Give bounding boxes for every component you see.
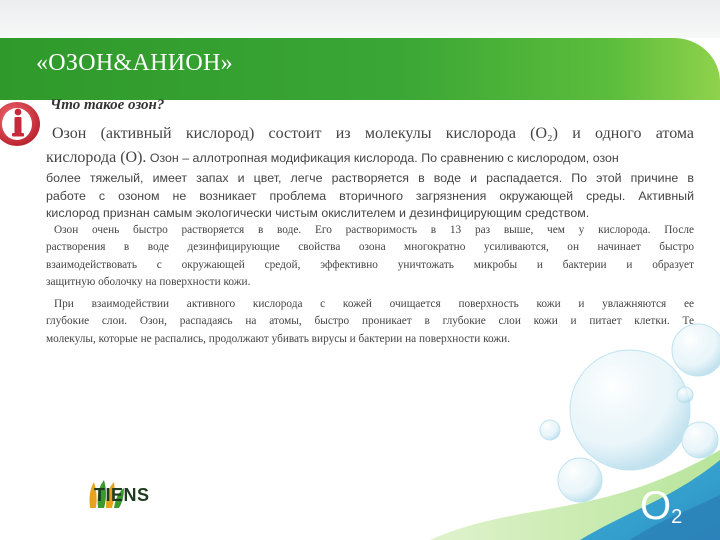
- slide-title: «ОЗОН&АНИОН»: [36, 50, 233, 76]
- paragraph-1-fragment: кислорода (O).: [46, 149, 147, 166]
- paragraph-3-line: молекулы, которые не распались, продолжают убивать вирусы и бактерии на поверхности кожи.: [46, 332, 511, 345]
- paragraph-1-line: Озон (активный кислород) состоит из молекулы кислорода (O₂) и одного атома: [52, 125, 694, 142]
- logo-text: TIENS: [94, 485, 150, 505]
- paragraph-2: [46, 222, 694, 292]
- paragraph-1-line: [46, 146, 694, 170]
- top-strip: [0, 0, 720, 38]
- paragraph-2-line: Озон очень быстро растворяется в воде. Его растворимость в 13 раз выше, чем у кислорода. После: [54, 224, 694, 236]
- paragraph-1: [46, 122, 694, 223]
- o2-main: O: [640, 484, 672, 528]
- section-heading: Что такое озон?: [50, 97, 165, 113]
- o2-subscript: 2: [671, 506, 683, 528]
- paragraph-1-line: более тяжелый, имеет запах и цвет, легче растворяется в воде и распадается. По этой причине в: [46, 171, 694, 185]
- paragraph-1-line: кислород признан самым экологически чистым окислителем и дезинфицирующим средством.: [46, 206, 590, 220]
- paragraph-3-line: При взаимодействии активного кислорода с кожей очищается поверхность кожи и увлажняются ее: [54, 298, 694, 310]
- paragraph-1-fragment: Озон – аллотропная модификация кислорода. По сравнению с кислородом, озон: [146, 151, 619, 165]
- paragraph-1-line: работе с озоном не возникает проблема вторичного загрязнения окружающей среды. Активный: [46, 188, 694, 203]
- paragraph-2-line: защитную оболочку на поверхности кожи.: [46, 276, 251, 289]
- info-icon: [0, 98, 40, 148]
- paragraph-3: [46, 296, 694, 348]
- o2-label: [640, 486, 682, 527]
- paragraph-2-line: взаимодействовать с окружающей средой, эффективно уничтожать микробы и бактерии и образует: [46, 258, 694, 271]
- paragraph-2-line: растворения в воде дезинфицирующие свойства озона многократно усиливаются, он начинает быстро: [46, 241, 694, 254]
- paragraph-3-line: глубокие слои. Озон, распадаясь на атомы, быстро проникает в глубокие слои кожи и питает клетки. Те: [46, 315, 694, 328]
